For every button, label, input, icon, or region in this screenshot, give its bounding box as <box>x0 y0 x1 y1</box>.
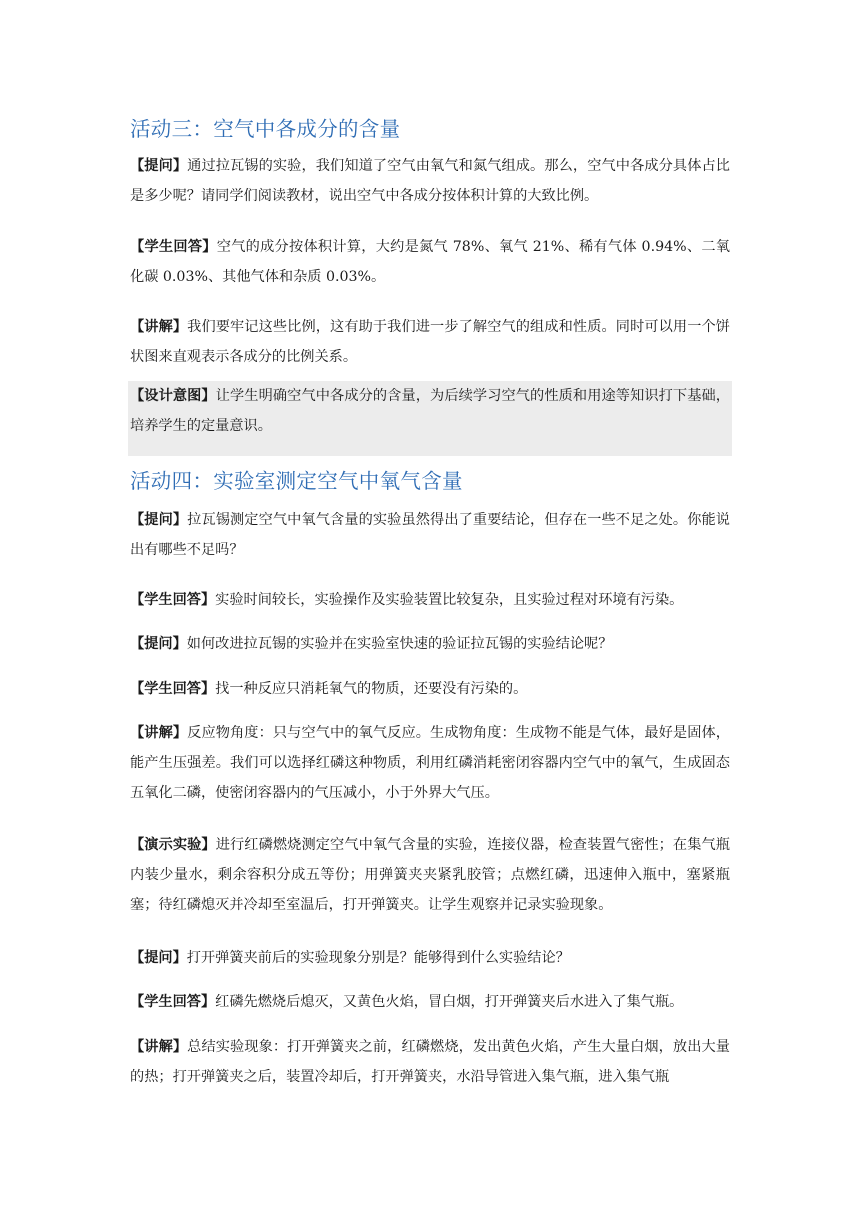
paragraph-student-answer <box>130 987 730 1017</box>
paragraph-text: 让学生明确空气中各成分的含量，为后续学习空气的性质和用途等知识打下基础，培养学生的定量意识。 <box>130 388 730 434</box>
paragraph-student-answer <box>130 674 730 704</box>
paragraph-tag: 【讲解】 <box>130 725 188 741</box>
paragraph-explanation <box>130 1032 730 1092</box>
paragraph-tag: 【学生回答】 <box>130 994 216 1010</box>
paragraph-design-intent <box>130 381 730 441</box>
paragraph-student-answer <box>130 585 730 615</box>
paragraph-explanation <box>130 718 730 808</box>
paragraph-text: 空气的成分按体积计算，大约是氮气 78%、氧气 21%、稀有气体 0.94%、二氧化碳 0.03%、其他气体和杂质 0.03%。 <box>130 239 730 285</box>
paragraph-tag: 【演示实验】 <box>130 837 216 853</box>
paragraph-text: 打开弹簧夹前后的实验现象分别是？能够得到什么实验结论？ <box>186 950 570 966</box>
paragraph-text: 进行红磷燃烧测定空气中氧气含量的实验，连接仪器，检查装置气密性；在集气瓶内装少量水，剩余容积分成五等份；用弹簧夹夹紧乳胶管；点燃红磷，迅速伸入瓶中，塞紧瓶塞；待红磷熄灭并冷却至室温后，打开弹簧夹。让学生观察并记录实验现象。 <box>130 837 730 913</box>
paragraph-tag: 【提问】 <box>130 158 188 174</box>
paragraph-tag: 【提问】 <box>130 950 187 966</box>
paragraph-tag: 【讲解】 <box>130 1039 188 1055</box>
paragraph-question <box>130 151 730 211</box>
paragraph-tag: 【学生回答】 <box>130 239 217 255</box>
paragraph-tag: 【提问】 <box>130 512 188 528</box>
paragraph-text: 如何改进拉瓦锡的实验并在实验室快速的验证拉瓦锡的实验结论呢？ <box>186 636 613 652</box>
paragraph-student-answer <box>130 232 730 292</box>
paragraph-text: 通过拉瓦锡的实验，我们知道了空气由氧气和氮气组成。那么，空气中各成分具体占比是多少呢？请同学们阅读教材，说出空气中各成分按体积计算的大致比例。 <box>130 158 730 204</box>
paragraph-text: 实验时间较长，实验操作及实验装置比较复杂，且实验过程对环境有污染。 <box>215 592 684 608</box>
paragraph-tag: 【提问】 <box>130 636 187 652</box>
paragraph-text: 反应物角度：只与空气中的氧气反应。生成物角度：生成物不能是气体，最好是固体，能产生压强差。我们可以选择红磷这种物质，利用红磷消耗密闭容器内空气中的氧气，生成固态五氧化二磷，使密闭容器内的气压减小，小于外界大气压。 <box>130 725 730 801</box>
paragraph-question <box>130 505 730 565</box>
paragraph-tag: 【学生回答】 <box>130 592 216 608</box>
paragraph-text: 总结实验现象：打开弹簧夹之前，红磷燃烧，发出黄色火焰，产生大量白烟，放出大量的热；打开弹簧夹之后，装置冷却后，打开弹簧夹，水沿导管进入集气瓶，进入集气瓶 <box>130 1039 730 1085</box>
section-heading-activity-4: 活动四：实验室测定空气中氧气含量 <box>130 469 463 493</box>
paragraph-text: 红磷先燃烧后熄灭，又黄色火焰，冒白烟，打开弹簧夹后水进入了集气瓶。 <box>215 994 684 1010</box>
paragraph-demo-experiment <box>130 830 730 920</box>
paragraph-question <box>130 629 730 659</box>
paragraph-text: 拉瓦锡测定空气中氧气含量的实验虽然得出了重要结论，但存在一些不足之处。你能说出有哪些不足吗？ <box>130 512 730 558</box>
paragraph-tag: 【设计意图】 <box>130 388 216 404</box>
paragraph-text: 找一种反应只消耗氧气的物质，还要没有污染的。 <box>215 681 528 697</box>
paragraph-question <box>130 943 730 973</box>
paragraph-tag: 【学生回答】 <box>130 681 216 697</box>
paragraph-explanation <box>130 312 730 372</box>
section-heading-activity-3: 活动三：空气中各成分的含量 <box>130 117 401 141</box>
paragraph-tag: 【讲解】 <box>130 319 188 335</box>
paragraph-text: 我们要牢记这些比例，这有助于我们进一步了解空气的组成和性质。同时可以用一个饼状图来直观表示各成分的比例关系。 <box>130 319 730 365</box>
